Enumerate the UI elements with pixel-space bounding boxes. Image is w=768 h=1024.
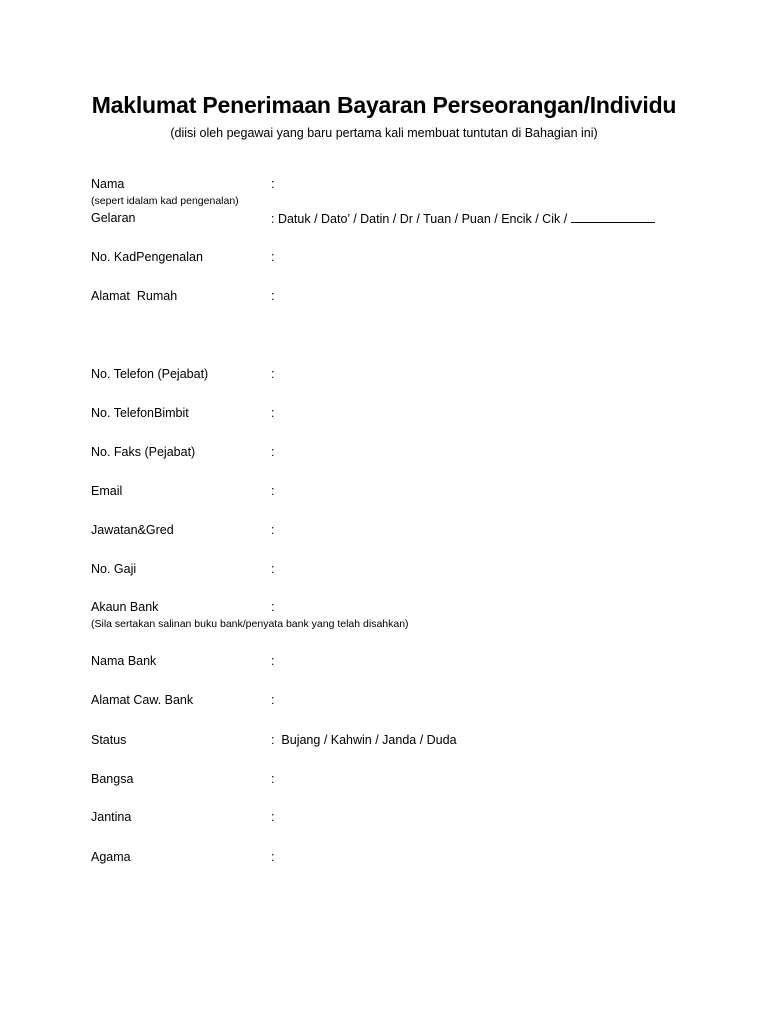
field-label-agama: Agama	[91, 850, 131, 864]
field-value-jawatan-gred: :	[271, 523, 275, 537]
field-label-jantina: Jantina	[91, 810, 132, 824]
field-value-jantina: :	[271, 810, 275, 824]
field-value-telefon-pejabat: :	[271, 367, 275, 381]
form-subtitle: (diisi oleh pegawai yang baru pertama kali membuat tuntutan di Bahagian ini)	[170, 126, 598, 140]
field-label-alamat-rumah: Alamat Rumah	[91, 289, 178, 303]
field-value-alamat-rumah: :	[271, 289, 275, 303]
field-value-faks-pejabat: :	[271, 445, 275, 459]
field-label-status: Status	[91, 733, 127, 747]
field-label-alamat-caw-bank: Alamat Caw. Bank	[91, 693, 194, 707]
field-value-agama: :	[271, 850, 275, 864]
gelaran-blank-line	[571, 211, 655, 223]
field-value-akaun-bank: :	[271, 600, 275, 614]
field-label-email: Email	[91, 484, 123, 498]
field-label-telefon-bimbit: No. TelefonBimbit	[91, 406, 189, 420]
field-value-nama-bank: :	[271, 654, 275, 668]
field-note-akaun-bank: (Sila sertakan salinan buku bank/penyata bank yang telah disahkan)	[91, 618, 409, 630]
form-title: Maklumat Penerimaan Bayaran Perseorangan/Individu	[91, 92, 677, 118]
field-label-telefon-pejabat: No. Telefon (Pejabat)	[91, 367, 209, 381]
gelaran-options: : Datuk / Dato’ / Datin / Dr / Tuan / Puan / Encik / Cik /	[271, 212, 568, 226]
field-label-faks-pejabat: No. Faks (Pejabat)	[91, 445, 196, 459]
field-label-kad-pengenalan: No. KadPengenalan	[91, 250, 203, 264]
field-label-jawatan-gred: Jawatan&Gred	[91, 523, 174, 537]
field-label-nama-bank: Nama Bank	[91, 654, 157, 668]
field-value-no-gaji: :	[271, 562, 275, 576]
field-value-telefon-bimbit: :	[271, 406, 275, 420]
field-note-nama: (sepert idalam kad pengenalan)	[91, 195, 239, 207]
field-value-alamat-caw-bank: :	[271, 693, 275, 707]
field-label-gelaran: Gelaran	[91, 211, 136, 225]
field-label-nama: Nama	[91, 177, 125, 191]
field-value-bangsa: :	[271, 772, 275, 786]
field-label-bangsa: Bangsa	[91, 772, 134, 786]
field-value-kad-pengenalan: :	[271, 250, 275, 264]
field-label-akaun-bank: Akaun Bank	[91, 600, 159, 614]
field-value-nama: :	[271, 177, 275, 191]
field-value-gelaran	[271, 211, 655, 226]
field-value-email: :	[271, 484, 275, 498]
field-label-no-gaji: No. Gaji	[91, 562, 137, 576]
field-value-status: : Bujang / Kahwin / Janda / Duda	[271, 733, 457, 747]
